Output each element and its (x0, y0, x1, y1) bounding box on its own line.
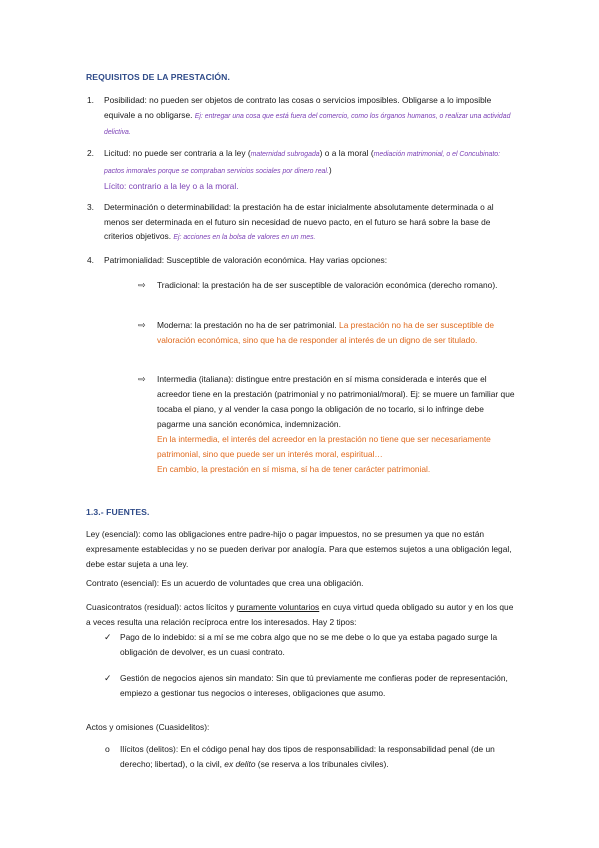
list-item-ilicitos (105, 742, 520, 772)
option-orange-text: La prestación no ha de ser susceptible de valoración económica, sino que ha de responder al interés de un digno de ser titulado. (157, 320, 495, 345)
ilicitos-text-italic: ex delito (224, 758, 256, 769)
cuasi-underlined: puramente voluntarios (236, 602, 320, 612)
list-number: 1. (87, 95, 94, 105)
paragraph-actos-omisiones: Actos y omisiones (Cuasidelitos): (86, 722, 210, 732)
arrow-right-icon: ⇨ (138, 280, 146, 290)
item-text: Posibilidad: no pueden ser objetos de contrato las cosas o servicios imposibles. Obligarse a lo imposible equivale a no obligarse. (104, 95, 492, 120)
check-text: Gestión de negocios ajenos sin mandato: Sin que tú previamente me confieras poder de representación, empiezo a gestionar tus negocios o intereses, obligaciones que asumo. (120, 673, 508, 698)
section-title-requisitos: REQUISITOS DE LA PRESTACIÓN. (86, 72, 230, 82)
option-orange-text-1: En la intermedia, el interés del acreedor en la prestación no tiene que ser necesariamente patrimonial, sino que puede ser un interés moral, espiritual… (157, 434, 491, 459)
list-item-licitud (87, 146, 520, 194)
option-moderna (138, 318, 519, 348)
section-title-fuentes: 1.3.- FUENTES. (86, 507, 150, 517)
item-text: Determinación o determinabilidad: la prestación ha de estar inicialmente absolutamente determinada o al menos ser determinada en el futuro sin necesidad de nuevo pacto, en el futuro se hará sobre la base de criterios objetivos. (104, 202, 494, 242)
item-text: Patrimonialidad: Susceptible de valoración económica. Hay varias opciones: (104, 255, 388, 265)
item-text-a: Licitud: no puede ser contraria a la ley ( (104, 148, 251, 158)
list-item-posibilidad (87, 93, 520, 141)
option-text: Intermedia (italiana): distingue entre prestación en sí misma considerada e interés que el acreedor tiene en la prestación (patrimonial y no patrimonial/moral). Ej: se muere un familiar que tocaba el piano, y al vender la casa pongo la obligación de no tocarlo, si lo infringe debe pagarme una sanción económica, indemnización. (157, 374, 515, 429)
arrow-right-icon: ⇨ (138, 320, 146, 330)
list-item-patrimonialidad (87, 253, 520, 268)
option-orange-text-2: En cambio, la prestación en sí misma, sí ha de tener carácter patrimonial. (157, 464, 431, 474)
item-text-b: ) o a la moral ( (319, 148, 374, 158)
option-intermedia (138, 372, 519, 477)
check-icon: ✓ (104, 632, 112, 642)
item-note: Ej: entregar una cosa que está fuera del comercio, como los órganos humanos, o realizar una actividad delictiva. (104, 112, 511, 137)
item-text-c: ) (328, 164, 332, 175)
ilicitos-text-a: Ilícitos (delitos): En el código penal hay dos tipos de responsabilidad: la responsabilidad penal (de un derecho; libertad), o la civil, (120, 744, 495, 769)
circle-bullet-icon: o (105, 744, 110, 754)
option-text: Moderna: la prestación no ha de ser patrimonial. (157, 320, 337, 330)
item-note-a: maternidad subrogada (250, 151, 320, 158)
cuasi-text-b: en cuya virtud queda obligado su autor y en los que a veces resulta una relación recíproca entre los interesados. Hay 2 tipos: (86, 602, 514, 627)
list-item-determinacion (87, 200, 520, 246)
arrow-right-icon: ⇨ (138, 374, 146, 384)
check-item-pago-indebido (104, 630, 520, 660)
check-text: Pago de lo indebido: si a mí se me cobra algo que no se me debe o lo que ya estaba pagado surge la obligación de devolver, es un cuasi contrato. (120, 632, 498, 657)
list-number: 4. (87, 255, 94, 265)
paragraph-contrato: Contrato (esencial): Es un acuerdo de voluntades que crea una obligación. (86, 578, 364, 588)
item-extra: Lícito: contrario a la ley o a la moral. (104, 181, 239, 192)
item-note: Ej: acciones en la bolsa de valores en un mes. (173, 234, 316, 242)
paragraph-ley: Ley (esencial): como las obligaciones entre padre-hijo o pagar impuestos, no se presumen ya que no están expresamente establecidas y no se pueden derivar por analogía. Para que estemos sujetos a una obligación legal, debe estar sujeta a una ley. (86, 529, 512, 569)
list-number: 2. (87, 148, 94, 158)
ilicitos-text-b: (se reserva a los tribunales civiles). (255, 758, 389, 769)
check-icon: ✓ (104, 673, 112, 683)
list-number: 3. (87, 202, 94, 212)
item-note-b: mediación matrimonial, o el Concubinato: pactos inmorales porque se compraban servicios sociales por dinero real. (104, 151, 501, 175)
option-tradicional (138, 278, 519, 293)
check-item-gestion-negocios (104, 671, 520, 701)
paragraph-cuasicontratos (86, 600, 518, 630)
cuasi-text-a: Cuasicontratos (residual): actos lícitos y (86, 602, 237, 612)
option-text: Tradicional: la prestación ha de ser susceptible de valoración económica (derecho romano). (157, 280, 498, 290)
